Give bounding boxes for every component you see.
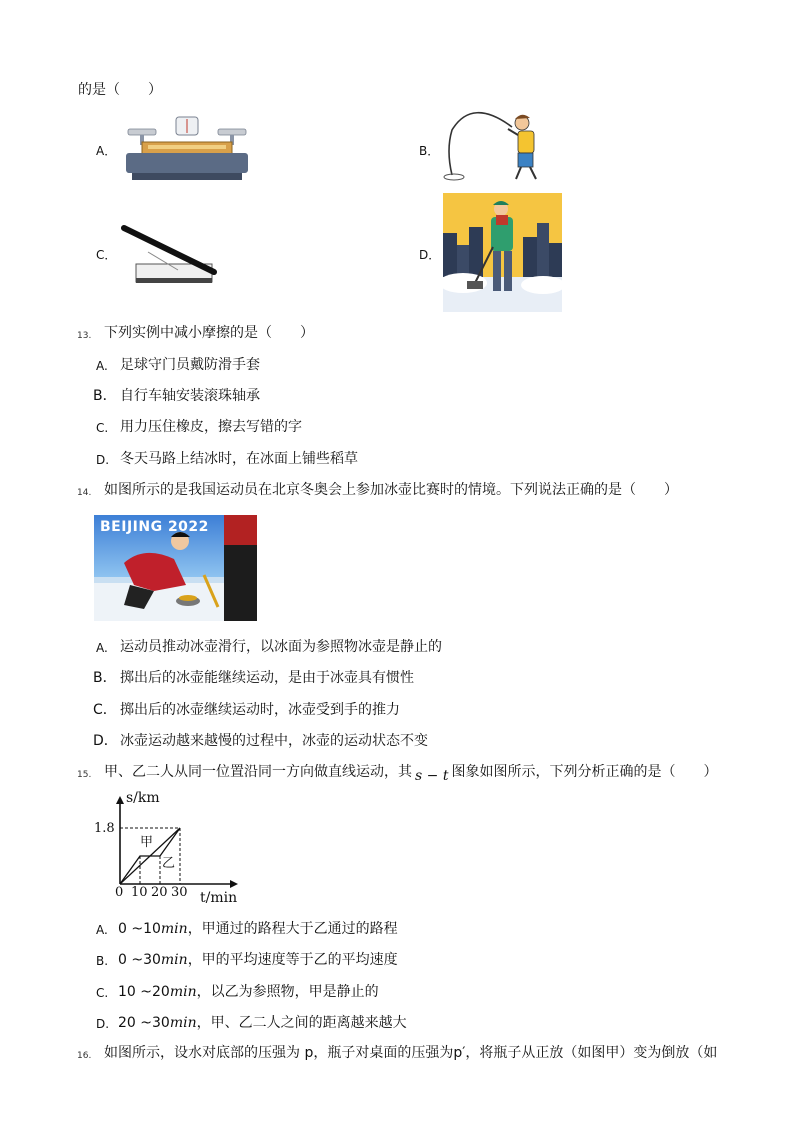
q15-option-c-label: C. [96, 986, 109, 1000]
x-axis-arrow [230, 880, 238, 888]
graph-label-jia: 甲 [140, 835, 154, 850]
q15-option-b-text: 0 ~30min，甲的平均速度等于乙的平均速度 [118, 952, 398, 968]
q15-option-a-label: A. [96, 923, 108, 937]
q13-option-a-label: A. [96, 359, 108, 373]
graph-xtick-10: 10 [131, 885, 148, 900]
q14-option-d-label: D． [93, 733, 118, 749]
q13-option-b-text: 自行车轴安装滚珠轴承 [120, 388, 260, 404]
q14-option-a-text: 运动员推动冰壶滑行，以冰面为参照物冰壶是静止的 [120, 639, 442, 655]
q14-option-b-text: 掷出后的冰壶能继续运动，是由于冰壶具有惯性 [120, 670, 414, 686]
q13-number: 13. [77, 331, 92, 341]
q12-option-d-label: D． [419, 248, 441, 262]
graph-ytick-1.8: 1.8 [94, 821, 115, 836]
paper-cutter-image [118, 222, 222, 286]
q12-option-c-label: C． [96, 248, 117, 262]
graph-xlabel: t/min [200, 890, 238, 906]
q15-option-d-label: D. [96, 1017, 110, 1031]
fishing-man-image [442, 105, 552, 185]
graph-xtick-0: 0 [115, 885, 124, 900]
balance-scale-image [122, 115, 252, 183]
q13-option-a-text: 足球守门员戴防滑手套 [120, 357, 260, 373]
q15-number: 15. [77, 770, 92, 780]
q13-option-b-label: B． [93, 388, 117, 404]
q12-option-b-label: B． [419, 144, 440, 158]
q13-option-c-text: 用力压住橡皮，擦去写错的字 [120, 419, 302, 435]
q15-stem-part-a: 甲、乙二人从同一位置沿同一方向做直线运动，其 [104, 764, 412, 780]
q15-option-b-label: B. [96, 954, 109, 968]
q14-option-c-text: 掷出后的冰壶继续运动时，冰壶受到手的推力 [120, 702, 400, 718]
q15-stem-part-b: 图象如图所示，下列分析正确的是（ ） [451, 764, 718, 780]
q16-stem: 如图所示，设水对底部的压强为 p，瓶子对桌面的压强为p′，将瓶子从正放（如图甲）变为倒放（如 [104, 1045, 718, 1061]
q15-option-c-text: 10 ~20min，以乙为参照物，甲是静止的 [118, 984, 379, 1000]
graph-label-yi: 乙 [162, 856, 176, 871]
q12-stem-tail: 的是（ ） [78, 82, 162, 98]
y-axis-arrow [116, 796, 124, 804]
graph-ylabel: s/km [126, 790, 160, 806]
curling-photo [94, 515, 257, 621]
graph-xtick-20: 20 [151, 885, 168, 900]
q15-option-a-text: 0 ~10min，甲通过的路程大于乙通过的路程 [118, 921, 398, 937]
q13-option-d-text: 冬天马路上结冰时，在冰面上铺些稻草 [120, 451, 358, 467]
st-graph [92, 792, 252, 910]
q14-option-c-label: C． [93, 702, 117, 718]
q14-number: 14. [77, 488, 92, 498]
snow-shoveling-image [443, 193, 562, 312]
q15-option-d-text: 20 ~30min，甲、乙二人之间的距离越来越大 [118, 1015, 407, 1031]
q14-option-d-text: 冰壶运动越来越慢的过程中，冰壶的运动状态不变 [120, 733, 428, 749]
q13-option-c-label: C. [96, 421, 109, 435]
q14-stem: 如图所示的是我国运动员在北京冬奥会上参加冰壶比赛时的情境。下列说法正确的是（ ） [104, 482, 678, 498]
q13-option-d-label: D. [96, 453, 110, 467]
q15-stem-formula: s − t [415, 768, 449, 784]
q15-stem [104, 763, 718, 784]
q13-stem: 下列实例中减小摩擦的是（ ） [104, 325, 314, 341]
q16-number: 16. [77, 1051, 92, 1061]
graph-xtick-30: 30 [171, 885, 188, 900]
curling-photo-banner-text: BEIJING 2022 [100, 519, 209, 535]
q12-option-a-label: A． [96, 144, 117, 158]
q14-option-b-label: B． [93, 670, 117, 686]
q14-option-a-label: A. [96, 641, 108, 655]
